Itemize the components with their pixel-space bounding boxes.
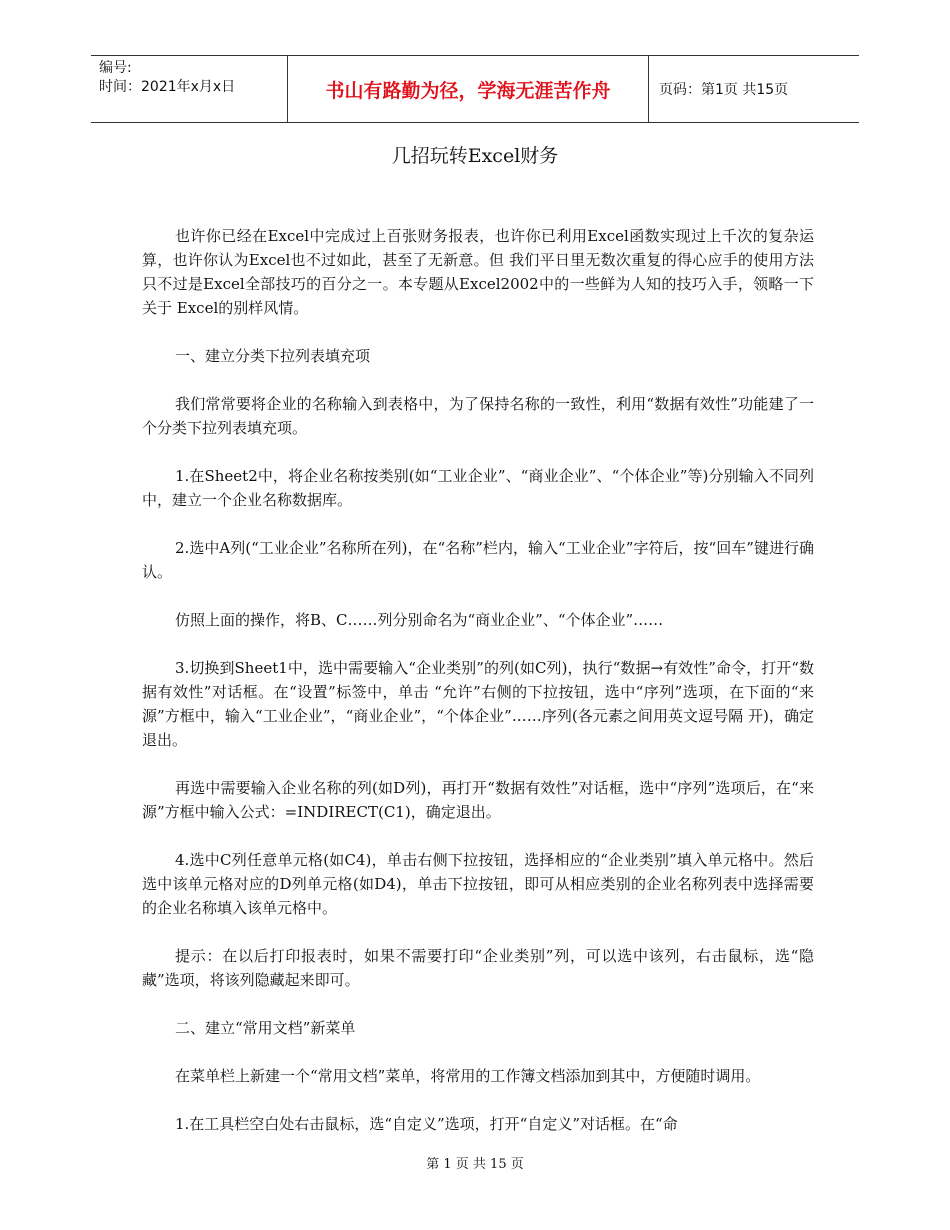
document-body bbox=[142, 224, 814, 1160]
paragraph: 4.选中C列任意单元格(如C4)，单击右侧下拉按钮，选择相应的“企业类别”填入单元格中。然后选中该单元格对应的D列单元格(如D4)，单击下拉按钮，即可从相应类别的企业名称列表中选择需要的企业名称填入该单元格中。 bbox=[142, 851, 814, 917]
paragraph: 仿照上面的操作，将B、C……列分别命名为“商业企业”、“个体企业”…… bbox=[175, 611, 664, 629]
paragraph: 2.选中A列(“工业企业”名称所在列)，在“名称”栏内，输入“工业企业”字符后，按“回车”键进行确认。 bbox=[142, 539, 814, 581]
header-motto-cell bbox=[287, 56, 649, 122]
header-meta bbox=[91, 56, 287, 122]
document-number-label: 编号: bbox=[99, 60, 132, 76]
paragraph: 1.在工具栏空白处右击鼠标，选“自定义”选项，打开“自定义”对话框。在“命 bbox=[175, 1115, 678, 1133]
paragraph: 在菜单栏上新建一个“常用文档”菜单，将常用的工作簿文档添加到其中，方便随时调用。 bbox=[175, 1067, 761, 1085]
paragraph: 再选中需要输入企业名称的列(如D列)，再打开“数据有效性”对话框，选中“序列”选项后，在“来源”方框中输入公式：=INDIRECT(C1)，确定退出。 bbox=[142, 779, 814, 821]
page-footer: 第 1 页 共 15 页 bbox=[426, 1157, 524, 1172]
document-title: 几招玩转Excel财务 bbox=[391, 145, 559, 167]
document-time-label: 时间：2021年x月x日 bbox=[99, 79, 236, 95]
paragraph: 3.切换到Sheet1中，选中需要输入“企业类别”的列(如C列)，执行“数据→有效性”命令，打开“数据有效性”对话框。在“设置”标签中，单击 “允许”右侧的下拉按钮，选中“序列”选项，在下面的“来源”方框中，输入“工业企业”，“商业企业”，“个体企业”……序列(各元素之间用英文逗号隔 开)，确定退出。 bbox=[142, 659, 814, 749]
section-heading: 二、建立“常用文档”新菜单 bbox=[175, 1019, 356, 1037]
paragraph: 也许你已经在Excel中完成过上百张财务报表，也许你已利用Excel函数实现过上千次的复杂运算，也许你认为Excel也不过如此，甚至了无新意。但 我们平日里无数次重复的得心应手的使用方法只不过是Excel全部技巧的百分之一。本专题从Excel2002中的一些鲜为人知的技巧入手，领略一下关于 Excel的别样风情。 bbox=[142, 227, 814, 317]
page-header bbox=[91, 55, 859, 123]
paragraph: 提示：在以后打印报表时，如果不需要打印“企业类别”列，可以选中该列，右击鼠标，选“隐藏”选项，将该列隐藏起来即可。 bbox=[142, 947, 814, 989]
header-motto: 书山有路勤为径，学海无涯苦作舟 bbox=[325, 79, 611, 102]
header-page-info: 页码：第1页 共15页 bbox=[659, 82, 789, 98]
paragraph: 1.在Sheet2中，将企业名称按类别(如“工业企业”、“商业企业”、“个体企业”等)分别输入不同列中，建立一个企业名称数据库。 bbox=[142, 467, 814, 509]
section-heading: 一、建立分类下拉列表填充项 bbox=[175, 347, 371, 365]
paragraph: 我们常常要将企业的名称输入到表格中，为了保持名称的一致性，利用“数据有效性”功能建了一个分类下拉列表填充项。 bbox=[142, 395, 814, 437]
